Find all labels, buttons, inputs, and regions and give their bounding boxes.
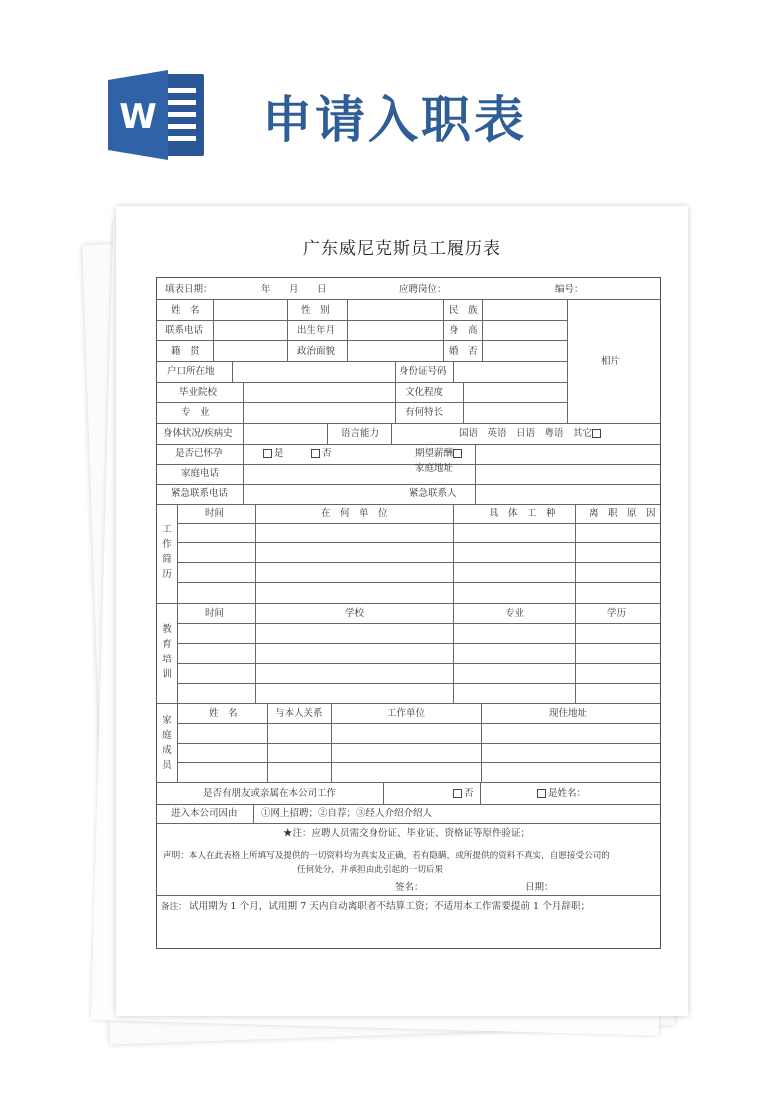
document-sheet xyxy=(116,206,688,1016)
emergency-contact-label: 紧急联系人 xyxy=(409,488,457,499)
edu-header-degree: 学历 xyxy=(607,608,627,619)
family-header-workplace: 工作单位 xyxy=(387,708,426,719)
health-label: 身体状况/疾病史 xyxy=(163,428,233,439)
specialty-label: 有何特长 xyxy=(405,407,444,418)
native-place-label: 籍 贯 xyxy=(171,346,200,357)
relatives-question: 是否有朋友或亲属在本公司工作 xyxy=(203,788,337,799)
remarks-text: 试用期为 1 个月，试用期 7 天内自动离职者不结算工资；不适用本工作需要提前 1 个月辞职； xyxy=(189,901,591,912)
hukou-label: 户口所在地 xyxy=(167,366,215,377)
sign-label: 签名： xyxy=(395,882,424,893)
pregnant-no[interactable]: 否 xyxy=(311,449,332,459)
work-header-job: 具 体 工 种 xyxy=(489,508,556,519)
resume-form xyxy=(156,277,661,949)
id-number-label: 身份证号码 xyxy=(399,366,447,377)
number-label: 编号： xyxy=(555,284,584,295)
education-level-label: 文化程度 xyxy=(405,387,444,398)
name-label: 姓 名 xyxy=(171,305,200,316)
school-label: 毕业院校 xyxy=(179,387,218,398)
note-star: ★注：应聘人员需交身份证、毕业证、资格证等原件验证； xyxy=(283,828,531,839)
edu-section-label: 教育培训 xyxy=(162,624,172,680)
family-header-relation: 与本人关系 xyxy=(275,708,323,719)
month-label: 月 xyxy=(289,284,299,295)
checkbox[interactable] xyxy=(311,449,320,458)
work-header-reason: 离 职 原 因 xyxy=(589,508,656,519)
family-section-label: 家庭成员 xyxy=(162,715,172,771)
work-header-time: 时间 xyxy=(205,508,225,519)
year-label: 年 xyxy=(261,284,271,295)
declaration-line-2: 任何处分，并承担由此引起的一切后果 xyxy=(297,865,444,875)
language-label: 语言能力 xyxy=(341,428,380,439)
day-label: 日 xyxy=(317,284,327,295)
birth-label: 出生年月 xyxy=(297,325,336,336)
position-label: 应聘岗位： xyxy=(399,284,447,295)
work-header-company: 在 何 单 位 xyxy=(321,508,388,519)
relatives-no-option[interactable]: 否 xyxy=(453,789,474,799)
pregnant-yes[interactable]: 是 xyxy=(263,449,284,459)
reason-options: ①网上招聘；②自荐；③经人介绍介绍人 xyxy=(261,808,433,819)
fill-date-label: 填表日期： xyxy=(165,284,213,295)
page-header xyxy=(0,0,780,200)
checkbox[interactable] xyxy=(537,789,546,798)
date-label: 日期： xyxy=(525,882,554,893)
phone-label: 联系电话 xyxy=(165,325,204,336)
edu-header-school: 学校 xyxy=(345,608,365,619)
checkbox[interactable] xyxy=(453,789,462,798)
reason-label: 进入本公司因由 xyxy=(171,808,238,819)
marriage-label: 婚 否 xyxy=(449,346,478,357)
checkbox[interactable] xyxy=(592,429,601,438)
expected-salary-label: 期望薪酬 xyxy=(415,449,464,459)
work-section-label: 工作简历 xyxy=(162,524,172,580)
declaration-line-1: 声明：本人在此表格上所填写及提供的一切资料均为真实及正确，若有隐瞒，或所提供的资料不真实，自愿接受公司的 xyxy=(163,851,610,861)
checkbox[interactable] xyxy=(453,449,462,458)
edu-header-time: 时间 xyxy=(205,608,225,619)
page-title: 申请入职表 xyxy=(262,91,527,149)
political-label: 政治面貌 xyxy=(297,346,336,357)
height-label: 身 高 xyxy=(449,325,478,336)
family-header-address: 现住地址 xyxy=(549,708,588,719)
ethnicity-label: 民 族 xyxy=(449,305,478,316)
language-options: 国语 英语 日语 粤语 其它 xyxy=(459,429,603,439)
document-title: 广东威尼克斯员工履历表 xyxy=(303,239,501,259)
checkbox[interactable] xyxy=(263,449,272,458)
emergency-phone-label: 紧急联系电话 xyxy=(171,488,229,499)
gender-label: 性 别 xyxy=(301,305,330,316)
remarks-label: 备注： xyxy=(161,902,187,912)
edu-header-major: 专业 xyxy=(505,608,525,619)
family-header-name: 姓 名 xyxy=(209,708,238,719)
word-icon-letter: W xyxy=(119,97,157,137)
pregnant-label: 是否已怀孕 xyxy=(175,448,223,459)
home-address-label: 家庭地址 xyxy=(415,463,454,474)
home-phone-label: 家庭电话 xyxy=(181,468,220,479)
major-label: 专 业 xyxy=(181,407,210,418)
photo-label: 相片 xyxy=(601,356,621,367)
relatives-yes-option[interactable]: 是姓名： xyxy=(537,789,586,799)
word-icon xyxy=(108,70,208,160)
